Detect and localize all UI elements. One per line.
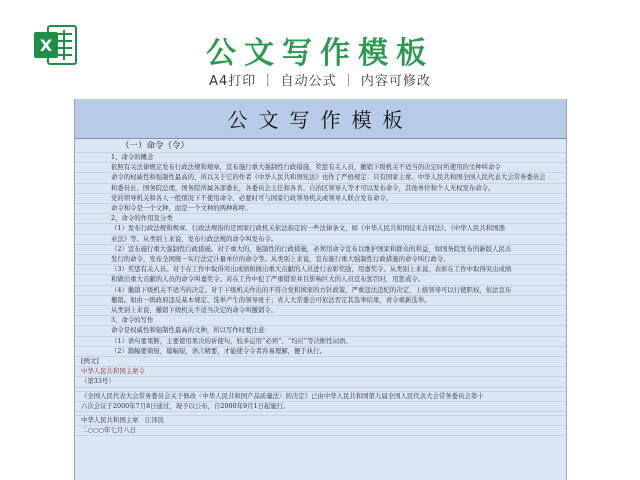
sheet-line: 二○○○年七月八日	[75, 426, 566, 436]
header-banner	[0, 0, 640, 98]
sheet-line: 2、命令的作用及分类	[75, 214, 566, 224]
sheet-line: 六次会议于2000年7月8日通过，现予以公布，自2000年9月1日起施行。	[75, 402, 566, 412]
sheet-line: （一）命令（令）	[75, 141, 566, 153]
sheet-line: 发行的命令，发布全国统一实行法定计量单位的命令等。从类别上来说，宣布施行重大强制性行政措施的命令叫行政令。	[75, 255, 566, 265]
svg-text:X: X	[39, 36, 53, 55]
sheet-line: 命令的权威性和强制性最高的，所以关于它的作者《中华人民共和国宪法》也作了严格规定：只有国家主席、中华人民共和国全国人民代表大会常务委员会	[75, 173, 566, 183]
sheet-line: 命令是权威性和强制性最高的文种，所以写作时要注意：	[75, 326, 566, 336]
sheet-line: 中华人民共和国主席令	[75, 367, 566, 377]
sheet-line: 和委员长、国务院总理，国务院所属各部委长，各委员会主任和各省、自治区领导人等才可以发布命令，其他单位和个人无权发布命令。	[75, 184, 566, 194]
sheet-line: 1、命令的概念	[75, 153, 566, 163]
sheet-line: 从类别上来说，撤销下级机关不适当决定的命令叫撤销令。	[75, 306, 566, 316]
sheet-line: （2）宣布施行重大强制性行政措施。对于重大的，强制性的行政措施，必须用命令宣布以维护国家和群众的利益，如国务院发布的新版人民币	[75, 245, 566, 255]
spreadsheet-preview	[74, 99, 567, 480]
sheet-line: （2）篇幅要简短，篇幅短，语言精要，才能使令令者容易理解，便于执行。	[75, 347, 566, 357]
page-title: 公文写作模板	[206, 36, 434, 71]
sheet-title: 公文写作模板	[75, 99, 566, 139]
sheet-line: （1）语句要果断，主要使用果决的祈使句，较多运用“必须”、“均应”等决断性词语。	[75, 337, 566, 347]
sheet-line: 业法》等。从类别上来说，发布行政法规的命令叫发布令。	[75, 235, 566, 245]
sheet-line: （第33号）	[75, 377, 566, 387]
sheet-line: （4）撤销下级机关不适当的决定。对于下级机关作出的不符合党和国家的方针政策、严重违法违纪的决定，上级领导可以行使职权，依法宣布	[75, 286, 566, 296]
sheet-line: 依照有关法律规定发布行政法规和规章，宣布施行重大强制性行政措施，奖惩有关人员，撤销下级机关不适当的决定时所使用的文种叫命令	[75, 163, 566, 173]
sheet-line: 命令和令是一个文种，而是一个文种的两种称呼。	[75, 204, 566, 214]
sheet-line: [例文]	[75, 357, 566, 367]
sheet-content	[75, 139, 566, 480]
sheet-line: 中华人民共和国主席 江泽民	[75, 416, 566, 426]
sheet-line: 3、命令的写作	[75, 316, 566, 326]
page-subtitle: A4打印 ｜ 自动公式 ｜ 内容可修改	[209, 74, 431, 89]
sheet-line: （1）发布行政法规和规章。行政法规指的是国家行政机关依法指定的一些法律条文，如《中华人民共和国技术合同法》、《中华人民共和国渔	[75, 224, 566, 234]
sheet-line: 和做出重大贡献的人员的命令叫嘉奖令。对在工作中犯了严重错误并且影响巨大的人员宣布惩罚时，用惩戒令。	[75, 275, 566, 285]
sheet-line: 《全国人民代表大会常务委员会关于修改〈中华人民共和国产品质量法〉的决定》已由中华人民共和国第九届全国人民代表大会常务委员会第十	[75, 392, 566, 402]
sheet-line: 撤销。如由一级政府违反基本规定、选举产生的领导班子；省人大常委会可依法否定其选举结果，责令重新选举。	[75, 296, 566, 306]
sheet-line: （3）奖惩有关人员。对于在工作中取得突出成绩和做出重大贡献的人员进行表彰奖励，用嘉奖令。从类别上来说，表彰在工作中取得突出成绩	[75, 265, 566, 275]
sheet-line: 党的领导机关和各人一般情况下不使用命令，必要时可与国家行政领导机关或领导人联合发布命令。	[75, 194, 566, 204]
